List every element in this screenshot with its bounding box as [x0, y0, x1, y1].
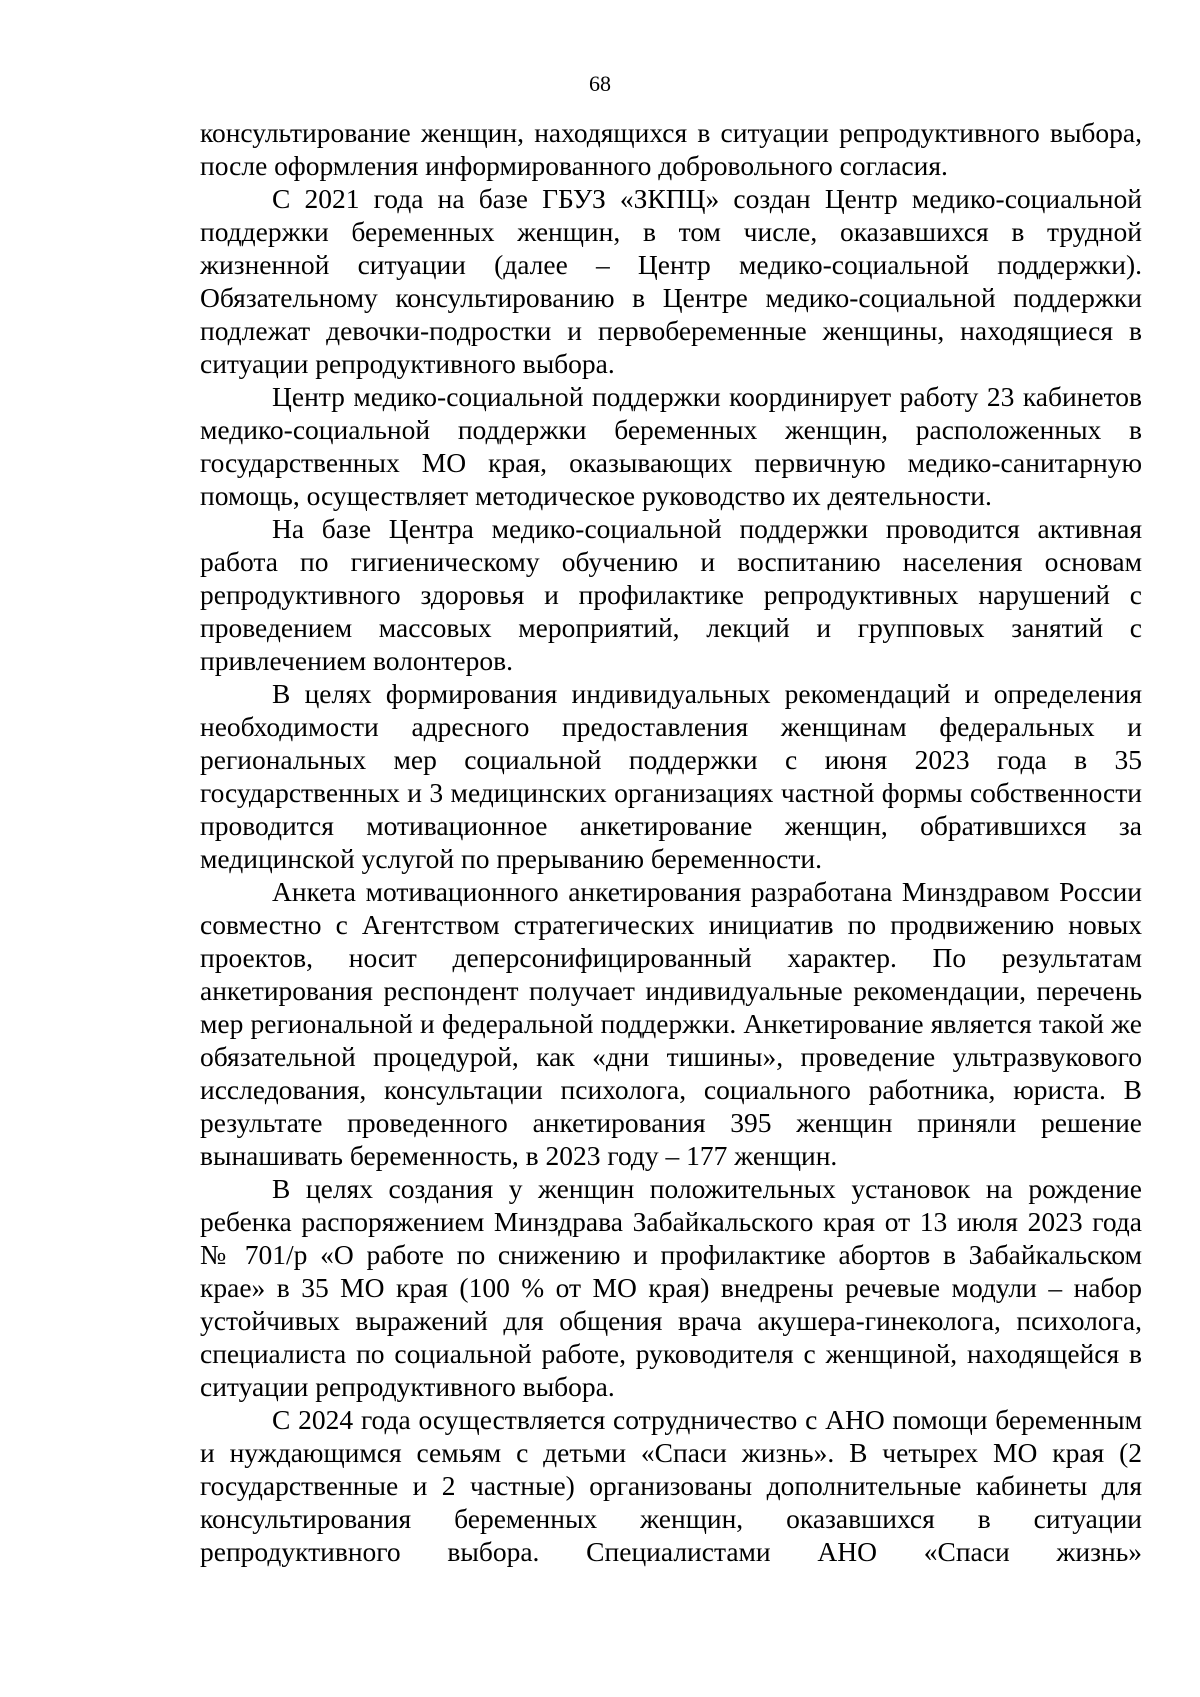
paragraph-8: С 2024 года осуществляется сотрудничество с АНО помощи беременным и нуждающимся семьям с детьми «Спаси жизнь». В четырех МО края (2 государственные и 2 частные) организованы дополнительные кабинеты для консультирования беременных женщин, оказавшихся в ситуации репродуктивного выбора. Специалистами АНО «Спаси жизнь»: [200, 1404, 1142, 1567]
paragraph-3: Центр медико-социальной поддержки координирует работу 23 кабинетов медико-социальной поддержки беременных женщин, расположенных в государственных МО края, оказывающих первичную медико-санитарную помощь, осуществляет методическое руководство их деятельности.: [200, 381, 1142, 511]
paragraph-5: В целях формирования индивидуальных рекомендаций и определения необходимости адресного предоставления женщинам федеральных и региональных мер социальной поддержки с июня 2023 года в 35 государственных и 3 медицинских организациях частной формы собственности проводится мотивационное анкетирование женщин, обратившихся за медицинской услугой по прерыванию беременности.: [200, 678, 1142, 874]
paragraph-7: В целях создания у женщин положительных установок на рождение ребенка распоряжением Минздрава Забайкальского края от 13 июля 2023 года № 701/р «О работе по снижению и профилактике абортов в Забайкальском крае» в 35 МО края (100 % от МО края) внедрены речевые модули – набор устойчивых выражений для общения врача акушера-гинеколога, психолога, специалиста по социальной работе, руководителя с женщиной, находящейся в ситуации репродуктивного выбора.: [200, 1173, 1142, 1402]
paragraph-4: На базе Центра медико-социальной поддержки проводится активная работа по гигиеническому обучению и воспитанию населения основам репродуктивного здоровья и профилактике репродуктивных нарушений с проведением массовых мероприятий, лекций и групповых занятий с привлечением волонтеров.: [200, 513, 1142, 676]
page-number: 68: [589, 71, 611, 96]
paragraph-6: Анкета мотивационного анкетирования разработана Минздравом России совместно с Агентством стратегических инициатив по продвижению новых проектов, носит деперсонифицированный характер. По результатам анкетирования респондент получает индивидуальные рекомендации, перечень мер региональной и федеральной поддержки. Анкетирование является такой же обязательной процедурой, как «дни тишины», проведение ультразвукового исследования, консультации психолога, социального работника, юриста. В результате проведенного анкетирования 395 женщин приняли решение вынашивать беременность, в 2023 году – 177 женщин.: [200, 876, 1142, 1171]
document-body: [200, 116, 1142, 1568]
paragraph-1: консультирование женщин, находящихся в ситуации репродуктивного выбора, после оформления информированного добровольного согласия.: [200, 117, 1142, 181]
paragraph-2: С 2021 года на базе ГБУЗ «ЗКПЦ» создан Центр медико-социальной поддержки беременных женщин, в том числе, оказавшихся в трудной жизненной ситуации (далее – Центр медико-социальной поддержки). Обязательному консультированию в Центре медико-социальной поддержки подлежат девочки-подростки и первобеременные женщины, находящиеся в ситуации репродуктивного выбора.: [200, 183, 1142, 379]
